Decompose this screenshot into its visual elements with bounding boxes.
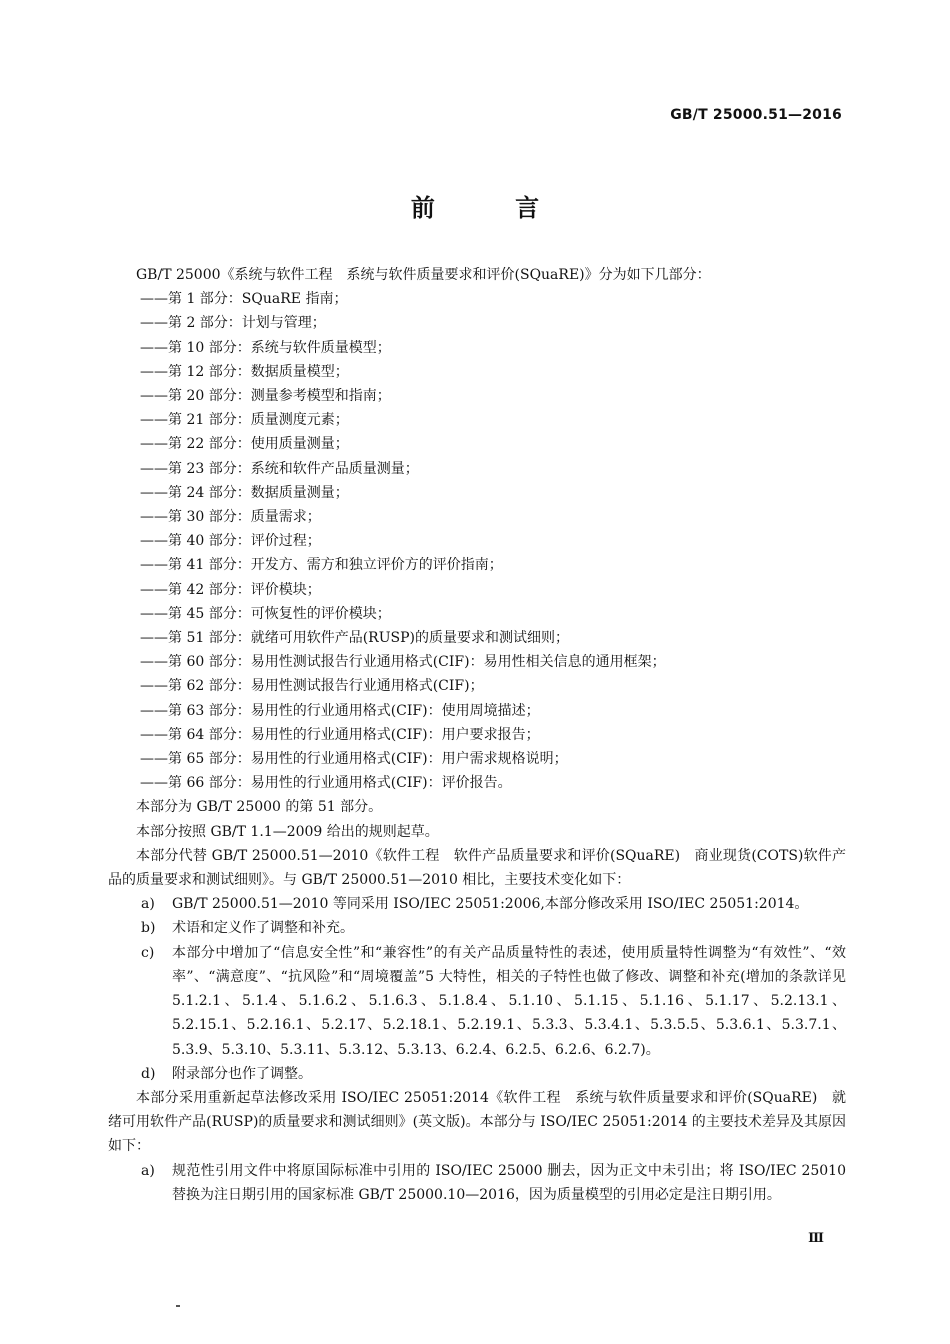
statement-replace: 本部分代替 GB/T 25000.51—2010《软件工程 软件产品质量要求和评价(SQuaRE) 商业现货(COTS)软件产品的质量要求和测试细则》。与 GB/T 25000.51—2010 相比，主要技术变化如下： bbox=[108, 847, 846, 889]
parts-list bbox=[108, 287, 846, 795]
part-list-item: ——第 65 部分：易用性的行业通用格式(CIF)：用户需求规格说明； bbox=[140, 751, 568, 768]
part-list-item: ——第 45 部分：可恢复性的评价模块； bbox=[140, 605, 391, 622]
change-item bbox=[108, 1062, 846, 1086]
part-list-item: ——第 64 部分：易用性的行业通用格式(CIF)：用户要求报告； bbox=[140, 726, 540, 743]
part-list-item: ——第 20 部分：测量参考模型和指南； bbox=[140, 388, 391, 405]
intro-paragraph: GB/T 25000《系统与软件工程 系统与软件质量要求和评价(SQuaRE)》分为如下几部分： bbox=[136, 267, 711, 283]
part-list-item: ——第 24 部分：数据质量测量； bbox=[140, 484, 349, 501]
list-marker: c) bbox=[141, 944, 155, 961]
part-list-item: ——第 22 部分：使用质量测量； bbox=[140, 436, 349, 453]
list-marker: a) bbox=[141, 896, 155, 913]
list-item-text: 附录部分也作了调整。 bbox=[172, 1065, 312, 1082]
list-marker: b) bbox=[141, 920, 156, 937]
list-marker: d) bbox=[141, 1065, 156, 1082]
part-list-item: ——第 23 部分：系统和软件产品质量测量； bbox=[140, 460, 419, 477]
differences-list bbox=[108, 1159, 846, 1207]
changes-list bbox=[108, 892, 846, 1086]
part-list-item: ——第 2 部分：计划与管理； bbox=[140, 315, 326, 332]
list-item-text: GB/T 25000.51—2010 等同采用 ISO/IEC 25051:2006,本部分修改采用 ISO/IEC 25051:2014。 bbox=[172, 896, 809, 913]
list-item-text: 本部分中增加了“信息安全性”和“兼容性”的有关产品质量特性的表述，使用质量特性调整为“有效性”、“效率”、“满意度”、“抗风险”和“周境覆盖”5 大特性，相关的子特性也做了修改、调整和补充(增加的条款详见 5.1.2.1、5.1.4、5.1.6.2、5.1.6.3、5.1.8.4、5.1.10、5.1.15、5.1.16、5.1.17、5.2.13.1、5.2.15.1、5.2.16.1、5.2.17、5.2.18.1、5.2.19.1、5.3.3、5.3.4.1、5.3.5.5、5.3.6.1、5.3.7.1、5.3.9、5.3.10、5.3.11、5.3.12、5.3.13、6.2.4、6.2.5、6.2.6、6.2.7)。 bbox=[172, 944, 846, 1058]
part-list-item: ——第 12 部分：数据质量模型； bbox=[140, 363, 349, 380]
scan-speck bbox=[176, 1305, 180, 1307]
page-number: Ⅲ bbox=[808, 1231, 824, 1246]
part-list-item: ——第 66 部分：易用性的行业通用格式(CIF)：评价报告。 bbox=[140, 775, 512, 792]
part-list-item: ——第 40 部分：评价过程； bbox=[140, 533, 321, 550]
list-item-text: 术语和定义作了调整和补充。 bbox=[172, 920, 354, 937]
part-list-item: ——第 30 部分：质量需求； bbox=[140, 509, 321, 526]
change-item bbox=[108, 941, 846, 1062]
change-item bbox=[108, 892, 846, 916]
part-list-item: ——第 1 部分：SQuaRE 指南； bbox=[140, 291, 348, 308]
part-list-item: ——第 63 部分：易用性的行业通用格式(CIF)：使用周境描述； bbox=[140, 702, 540, 719]
standard-number: GB/T 25000.51—2016 bbox=[670, 107, 842, 123]
part-list-item: ——第 41 部分：开发方、需方和独立评价方的评价指南； bbox=[140, 557, 503, 574]
statement-rules: 本部分按照 GB/T 1.1—2009 给出的规则起草。 bbox=[136, 823, 439, 840]
list-item-text: 规范性引用文件中将原国际标准中引用的 ISO/IEC 25000 删去，因为正文中未引出；将 ISO/IEC 25010 替换为注日期引用的国家标准 GB/T 25000.10—2016，因为质量模型的引用必定是注日期引用。 bbox=[172, 1162, 846, 1203]
part-list-item: ——第 60 部分：易用性测试报告行业通用格式(CIF)：易用性相关信息的通用框架； bbox=[140, 654, 666, 671]
part-list-item: ——第 21 部分：质量测度元素； bbox=[140, 412, 349, 429]
statement-adopt: 本部分采用重新起草法修改采用 ISO/IEC 25051:2014《软件工程 系统与软件质量要求和评价(SQuaRE) 就绪可用软件产品(RUSP)的质量要求和测试细则》(英文版)。本部分与 ISO/IEC 25051:2014 的主要技术差异及其原因如下： bbox=[108, 1089, 846, 1155]
part-list-item: ——第 10 部分：系统与软件质量模型； bbox=[140, 339, 391, 356]
statement-part: 本部分为 GB/T 25000 的第 51 部分。 bbox=[136, 799, 383, 816]
part-list-item: ——第 51 部分：就绪可用软件产品(RUSP)的质量要求和测试细则； bbox=[140, 630, 569, 647]
page-title: 前 言 bbox=[410, 194, 576, 222]
change-item bbox=[108, 916, 846, 940]
difference-item bbox=[108, 1159, 846, 1207]
part-list-item: ——第 42 部分：评价模块； bbox=[140, 581, 321, 598]
document-body bbox=[108, 263, 846, 1207]
part-list-item: ——第 62 部分：易用性测试报告行业通用格式(CIF)； bbox=[140, 678, 484, 695]
list-marker: a) bbox=[141, 1162, 155, 1179]
